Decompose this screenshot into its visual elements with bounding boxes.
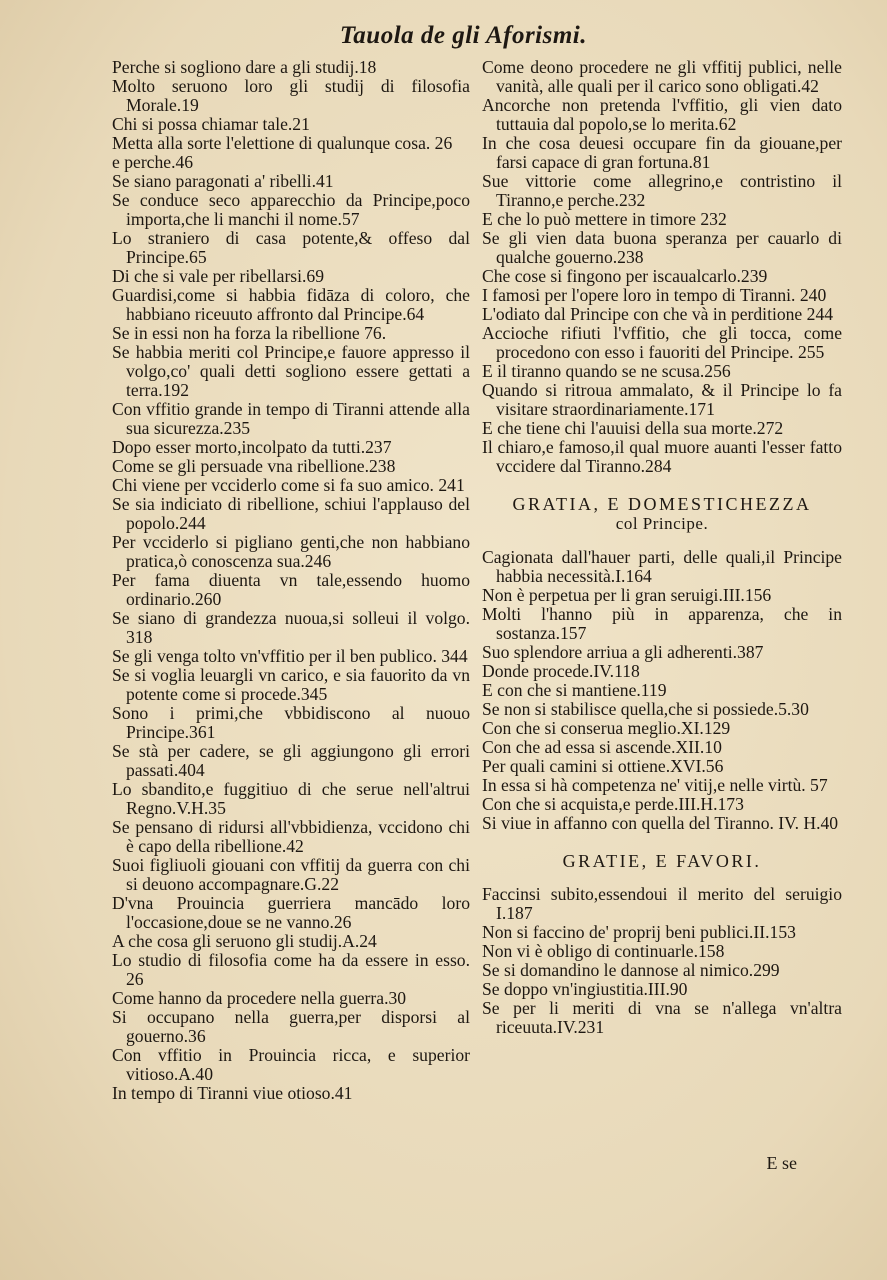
index-entry: Con che si conserua meglio.XI.129 (482, 718, 731, 738)
index-entry: Se pensano di ridursi all'vbbidienza, vccidono chi è capo della ribellione.42 (112, 817, 470, 856)
index-entry: Come deono procedere ne gli vffitij publici, nelle vanità, alle quali per il carico sono obligati.42 (482, 57, 842, 96)
section-heading-gratie (482, 851, 842, 871)
index-entry: E con che si mantiene.119 (482, 680, 667, 700)
index-entry: Guardisi,come si habbia fidāza di coloro, che habbiano riceuuto affronto dal Principe.64 (112, 285, 470, 324)
index-entry: In che cosa deuesi occupare fin da giouane,per farsi capace di gran fortuna.81 (482, 133, 842, 172)
index-entry: Accioche rifiuti l'vffitio, che gli tocca, come procedono con esso i fauoriti del Principe. 255 (482, 323, 842, 362)
index-entry: Se conduce seco apparecchio da Principe,poco importa,che li manchi il nome.57 (112, 190, 470, 229)
index-entry: Se gli vien data buona speranza per cauarlo di qualche gouerno.238 (482, 228, 842, 267)
index-entry: Cagionata dall'hauer parti, delle quali,il Principe habbia necessità.I.164 (482, 547, 842, 586)
index-entry: Se si voglia leuargli vn carico, e sia fauorito da vn potente come si procede.345 (112, 665, 470, 704)
index-entry: Se sia indiciato di ribellione, schiui l'applauso del popolo.244 (112, 494, 470, 533)
index-entry: Quando si ritroua ammalato, & il Principe lo fa visitare straordinariamente.171 (482, 380, 842, 419)
index-entry: Chi si possa chiamar tale.21 (112, 114, 310, 134)
index-entry: Se gli venga tolto vn'vffitio per il ben publico. 344 (112, 646, 468, 666)
index-entry: Lo studio di filosofia come ha da essere in esso. 26 (112, 950, 470, 989)
index-entry: Il chiaro,e famoso,il qual muore auanti l'esser fatto vccidere dal Tiranno.284 (482, 437, 842, 476)
index-entry: Come se gli persuade vna ribellione.238 (112, 456, 396, 476)
index-entry: A che cosa gli seruono gli studij.A.24 (112, 931, 377, 951)
index-entry: Non vi è obligo di continuarle.158 (482, 941, 725, 961)
section-title: GRATIE, E FAVORI. (562, 851, 762, 871)
index-entry: Non è perpetua per li gran seruigi.III.156 (482, 585, 772, 605)
index-entry: Con vffitio in Prouincia ricca, e superior vitioso.A.40 (112, 1045, 470, 1084)
index-entry: Se siano paragonati a' ribelli.41 (112, 171, 334, 191)
index-entry: Suoi figliuoli giouani con vffitij da guerra con chi si deuono accompagnare.G.22 (112, 855, 470, 894)
index-entry: Se habbia meriti col Principe,e fauore appresso il volgo,co' quali detti sogliono essere gettati a terra.192 (112, 342, 470, 400)
index-entry: Suo splendore arriua a gli adherenti.387 (482, 642, 764, 662)
index-entry: E il tiranno quando se ne scusa.256 (482, 361, 731, 381)
index-entry: Con che si acquista,e perde.III.H.173 (482, 794, 744, 814)
running-head: Tauola de gli Aforismi. (339, 22, 587, 49)
index-entry: Che cose si fingono per iscaualcarlo.239 (482, 266, 768, 286)
index-entry: Per quali camini si ottiene.XVI.56 (482, 756, 724, 776)
index-entry: Se stà per cadere, se gli aggiungono gli errori passati.404 (112, 741, 470, 780)
index-entry: Se doppo vn'ingiustitia.III.90 (482, 979, 688, 999)
index-entry: D'vna Prouincia guerriera mancādo loro l'occasione,doue se ne vanno.26 (112, 893, 470, 932)
index-entry: Per vcciderlo si pigliano genti,che non habbiano pratica,ò conoscenza sua.246 (112, 532, 470, 571)
right-column-entries (482, 58, 842, 476)
index-entry: Dopo esser morto,incolpato da tutti.237 (112, 437, 392, 457)
index-entry: Per fama diuenta vn tale,essendo huomo ordinario.260 (112, 570, 470, 609)
left-column (112, 58, 470, 1103)
index-entry: E che lo può mettere in timore 232 (482, 209, 727, 229)
index-entry: Sue vittorie come allegrino,e contristino il Tiranno,e perche.232 (482, 171, 842, 210)
section-subtitle: col Principe. (615, 514, 709, 533)
index-entry: Ancorche non pretenda l'vffitio, gli vien dato tuttauia dal popolo,se lo merita.62 (482, 95, 842, 134)
index-entry: Se si domandino le dannose al nimico.299 (482, 960, 780, 980)
index-entry: E che tiene chi l'auuisi della sua morte.272 (482, 418, 784, 438)
index-entry: Si occupano nella guerra,per disporsi al gouerno.36 (112, 1007, 470, 1046)
index-entry: Lo straniero di casa potente,& offeso dal Principe.65 (112, 228, 470, 267)
index-entry: I famosi per l'opere loro in tempo di Tiranni. 240 (482, 285, 827, 305)
index-entry: Se non si stabilisce quella,che si possiede.5.30 (482, 699, 809, 719)
index-entry: Donde procede.IV.118 (482, 661, 640, 681)
index-entry: Molti l'hanno più in apparenza, che in sostanza.157 (482, 604, 842, 643)
index-entry: In tempo di Tiranni viue otioso.41 (112, 1083, 353, 1103)
index-entry: Se in essi non ha forza la ribellione 76. (112, 323, 387, 343)
index-entry: Se per li meriti di vna se n'allega vn'altra riceuuta.IV.231 (482, 998, 842, 1037)
index-entry: Con vffitio grande in tempo di Tiranni attende alla sua sicurezza.235 (112, 399, 470, 438)
index-entry: Di che si vale per ribellarsi.69 (112, 266, 325, 286)
index-entry: Con che ad essa si ascende.XII.10 (482, 737, 722, 757)
index-entry: Chi viene per vcciderlo come si fa suo amico. 241 (112, 475, 465, 495)
index-entry: Perche si sogliono dare a gli studij.18 (112, 57, 377, 77)
index-entry: Molto seruono loro gli studij di filosofia Morale.19 (112, 76, 470, 115)
section-gratia-entries (482, 548, 842, 833)
index-entry: Sono i primi,che vbbidiscono al nuouo Principe.361 (112, 703, 470, 742)
index-entry: e perche.46 (112, 152, 194, 172)
catchword: E se (766, 1153, 797, 1173)
right-column (482, 58, 842, 1037)
section-title: GRATIA, E DOMESTICHEZZA (512, 494, 812, 514)
index-entry: Non si faccino de' proprij beni publici.II.153 (482, 922, 796, 942)
index-entry: Come hanno da procedere nella guerra.30 (112, 988, 407, 1008)
section-heading-gratia (482, 494, 842, 534)
index-entry: L'odiato dal Principe con che và in perditione 244 (482, 304, 834, 324)
index-entry: Faccinsi subito,essendoui il merito del seruigio I.187 (482, 884, 842, 923)
index-entry: In essa si hà competenza ne' vitij,e nelle virtù. 57 (482, 775, 828, 795)
section-gratie-entries (482, 885, 842, 1037)
index-entry: Lo sbandito,e fuggitiuo di che serue nell'altrui Regno.V.H.35 (112, 779, 470, 818)
index-entry: Si viue in affanno con quella del Tiranno. IV. H.40 (482, 813, 839, 833)
index-entry: Metta alla sorte l'elettione di qualunque cosa. 26 (112, 133, 453, 153)
index-entry: Se siano di grandezza nuoua,si solleui il volgo. 318 (112, 608, 470, 647)
